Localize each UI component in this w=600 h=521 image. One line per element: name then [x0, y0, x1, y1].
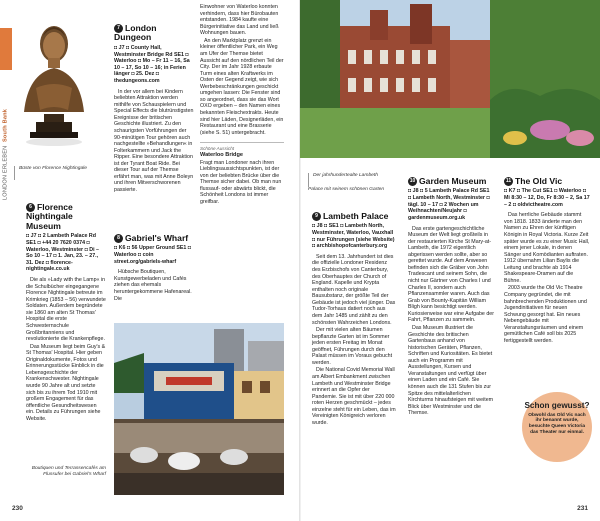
lambeth-para-3: Die National Covid Memorial Wall am Albert Embankment zwischen Lambeth und Westminster Bridge erinnert an die Opfer der Pandemie. Sie ist mit über 220 000 roten Herzen geschmückt – jedes einzelne steht für ein Leben, das im Vereinigten Königreich verloren wurde.: [312, 367, 396, 426]
entry-number: 10: [409, 178, 416, 185]
lambeth-entry: [312, 210, 396, 428]
page-number-right: 231: [577, 505, 588, 513]
side-label-section: South Bank: [2, 108, 9, 142]
florence-para-1: Die als »Lady with the Lamp« in die Schulbücher eingegangene Florence Nightingale betreute im Krimkrieg (1853 – 56) verwundete Soldaten. Außerdem begründete sie 1860 am alten St Thomas' Hospital die erste Schwesternschule Großbritanniens und revolutionierte die Krankenpflege.: [26, 277, 106, 343]
bust-caption: Büste von Florence Nightingale: [14, 166, 94, 180]
section-side-label: [1, 70, 11, 200]
garden-entry: [408, 175, 494, 418]
tip-label: Schöne Aussicht: [200, 146, 235, 152]
lambeth-para-1: Seit dem 13. Jahrhundert ist dies die offizielle Londoner Residenz des Erzbischofs von Canterbury, des Oberhauptes der Church of England. Kapelle und Krypta enthalten noch originale Bausubstanz, der größte Teil der Gebäude ist jedoch viel jünger. Das Tudor-Torhaus datiert noch aus dem Jahr 1485 und zählt zu den schönsten Wahrzeichen Londons.: [312, 253, 396, 326]
oldvic-info: ◘ K7 ◘ The Cut SE1 ◘ Waterloo ◘ Mi 8:30 – 12, Do, Fr 8:30 – 2, Sa 17 – 2 ◘ oldvictheatre.com: [504, 188, 590, 208]
side-label-area: LONDON ERLEBEN: [2, 145, 9, 200]
tip-box: [200, 142, 284, 205]
lambeth-info: ◘ J8 ◘ SE1 ◘ Lambeth North, Westminster, Waterloo, Vauxhall ◘ nur Führungen (siehe Website) ◘ archbishopofcanterbury.org: [312, 223, 395, 250]
oldvic-para-2: 2003 wurde the Old Vic Theatre Company gegründet, die mit bahnbrechenden Produktionen und Jugendinitiativen für neuen Schwung gesorgt hat. Ein neues Nebengebäude mit Veranstaltungsräumen und einem gemütlichen Café soll bis 2025 fertiggestellt werden.: [504, 285, 587, 344]
oldvic-entry: [504, 175, 590, 346]
garden-para-1: Das erste gartengeschichtliche Museum der Welt liegt großteils in der restaurierten Kirche St Mary-at-Lambeth, die 1972 eigentlich abgerissen werden sollte, aber so gerettet wurde. Auf dem Anwesen befinden sich die Gräber von John Tradescant und seinem Sohn, die nicht nur Gärtner von Charles I und Charles II, sondern auch Pflanzensammler waren. Auch das Grab von Bounty-Kapitän William Bligh kann besichtigt werden. Kuriosierweise war eine Aufgabe der Fahrt, Pflanzen zu sammeln.: [408, 225, 494, 324]
col3-para-1: Einwohner von Waterloo konnten verhindern, dass hier Bürobauten entstanden. 1984 kaufte eine Bürgerinitiative das Land und ließ Wohnungen bauen.: [200, 4, 279, 37]
gabriel-info: ◘ K6 ◘ 56 Upper Ground SE1 ◘ Waterloo ◘ coin street.org/gabriels-wharf: [114, 245, 192, 265]
dungeon-info: ◘ J7 ◘ County Hall, Westminster Bridge Rd SE1 ◘ Waterloo ◘ Mo – Fr 11 – 16, Sa 10 – 17, So 10 – 16; in Ferien länger ◘ 25. Dez ◘ thedungeons.com: [114, 44, 190, 84]
entry-number: 8: [114, 234, 123, 243]
florence-para-2: Das Museum liegt beim Guy's & St Thomas' Hospital. Hier geben Originaldokumente, Fotos und Erinnerungsstücke Einblick in die Lebensgeschichte der Krankenschwester. Nightingale wurde 90 Jahre alt und setzte sich bis zu ihrem Tod 1910 mit großem Engagement für das öffentliche Gesundheitswesen ein. Details zu Führungen siehe Website.: [26, 343, 106, 422]
entry-number: 6: [26, 203, 35, 212]
lambeth-photo-caption: Der jahrhundertealte Lambeth Palace mit seinem schönen Garten: [308, 173, 385, 192]
gabriel-entry: [114, 232, 194, 303]
badge-text: Obwohl das Old Vic nach ihr benannt wurde, besuchte Queen Victoria das Theater nur einmal.: [528, 412, 586, 436]
florence-title: 6 Florence Nightingale Museum: [26, 202, 73, 231]
gabriel-continued: [200, 4, 284, 207]
oldvic-para-1: Das herrliche Gebäude stammt von 1818. 1833 änderte man den Namen zu Ehren der künftigen Königin in Royal Victoria. Kurze Zeit später wurde es zu einer Music Hall, einem jener Lokale, in denen Sänger und Komödianten auftraten. 1912 übernahm Lilian Baylis die Leitung und brachte ab 1914 Shakespeare-Dramen auf die Bühne.: [504, 212, 590, 284]
dungeon-entry: [114, 22, 194, 195]
entry-number: 11: [505, 178, 512, 185]
col3-para-2: An den Marktplatz grenzt ein kleiner öffentlicher Park, ein Weg am Ufer der Themse bietet Aussicht auf den nördlichen Teil der City. Der im Jahr 1928 erbaute Turm eines alten Kraftwerks im Osten der Gegend zeigt, wie sich Werbebeschränkungen geschickt umgehen lassen: Die Fenster sind so angeordnet, dass sie das Wort OXO ergeben – den Namen eines bekannten Fleischextrakts. Heute sind hier Läden, Designerläden, ein Restaurant und eine Brasserie (siehe S. 51) untergebracht.: [200, 37, 284, 136]
side-tab: [0, 28, 12, 70]
dungeon-title: 7 London Dungeon: [114, 23, 157, 43]
gabriel-title: 8 Gabriel's Wharf: [114, 234, 194, 243]
lambeth-photo: [300, 0, 600, 158]
oldvic-title: 11 The Old Vic: [505, 176, 563, 186]
lambeth-para-2: Der mit vielen alten Bäumen bepflanzte Garten ist im Sommer jeden ersten Freitag im Monat geöffnet, Führungen durch den Palast müssen im Voraus gebucht werden.: [312, 327, 393, 366]
gabriel-para-1: Hübsche Boutiquen, Kunstgewerbeladen und Cafés ziehen das ehemals heruntergekommene Hafenareal. Die: [114, 269, 192, 302]
did-you-know-badge: [522, 392, 592, 462]
badge-title: Schon gewusst?: [524, 401, 590, 410]
entry-number: 7: [114, 24, 123, 33]
garden-para-2: Das Museum illustriert die Geschichte des britischen Gartenbaus anhand von historischen Geräten, Pflanzen, Schriften und Kuriositäten. Es bietet auch ein Programm mit Ausstellungen, Kursen und Veranstaltungen und verfügt über einen Laden und ein Café. Sie können auch die 131 Stufen bis zur Spitze des mittelalterlichen Kirchturms hinaufsteigen mit weitem Blick über Westminster und die Themse.: [408, 324, 494, 417]
wharf-photo: [114, 323, 284, 495]
florence-info: ◘ J7 ◘ 2 Lambeth Palace Rd SE1 ◘ +44 20 7620 0374 ◘ Waterloo, Westminster ◘ Di – So 10 – 17 ◘ 1. Jan, 23. – 27., 31. Dez ◘ florence-nightingale.co.uk: [26, 233, 99, 273]
tip-title: Waterloo Bridge: [200, 151, 243, 158]
garden-title: 10 Garden Museum: [409, 176, 487, 186]
entry-number: 9: [312, 212, 321, 221]
page-number-left: 230: [12, 505, 23, 513]
wharf-caption: Boutiquen und Terrassencafés am Flussufer bei Gabriel's Wharf: [31, 466, 106, 478]
florence-entry: [26, 201, 106, 423]
lambeth-title: 9 Lambeth Palace: [312, 212, 396, 221]
tip-text: Fragt man Londoner nach ihren Lieblingsaussichtspunkten, ist der von der beliebten Brücke über die Themse sicher dabei. Ob man nun flussauf- oder abwärts blickt, die Schönheit Londons ist immer greifbar.: [200, 159, 282, 206]
garden-info: ◘ J8 ◘ 5 Lambeth Palace Rd SE1 ◘ Lambeth North, Westminster ◘ tägl. 10 – 17 ◘ 2 Wochen um Weihnachten/Neujahr ◘ gardenmuseum.org.uk: [408, 188, 490, 221]
bust-photo: [14, 10, 94, 160]
dungeon-para-1: In der vor allem bei Kindern beliebten Attraktion werden mithilfe von Schauspielern und Special Effects die blutrünstigsten Ereignisse der britischen Geschichte illustriert. Zu den schaurigsten Vorführungen der 90-minütigen Tour gehören auch nachgestellte »Behandlungen« in Folterkammern und Jack the Ripper. Eine besondere Attraktion ist der Tyrant Boat Ride. Bei dieser Tour auf der Themse erfährt man, was mit Anne Boleyn und ihren Mitverschworenen passierte.: [114, 88, 194, 193]
